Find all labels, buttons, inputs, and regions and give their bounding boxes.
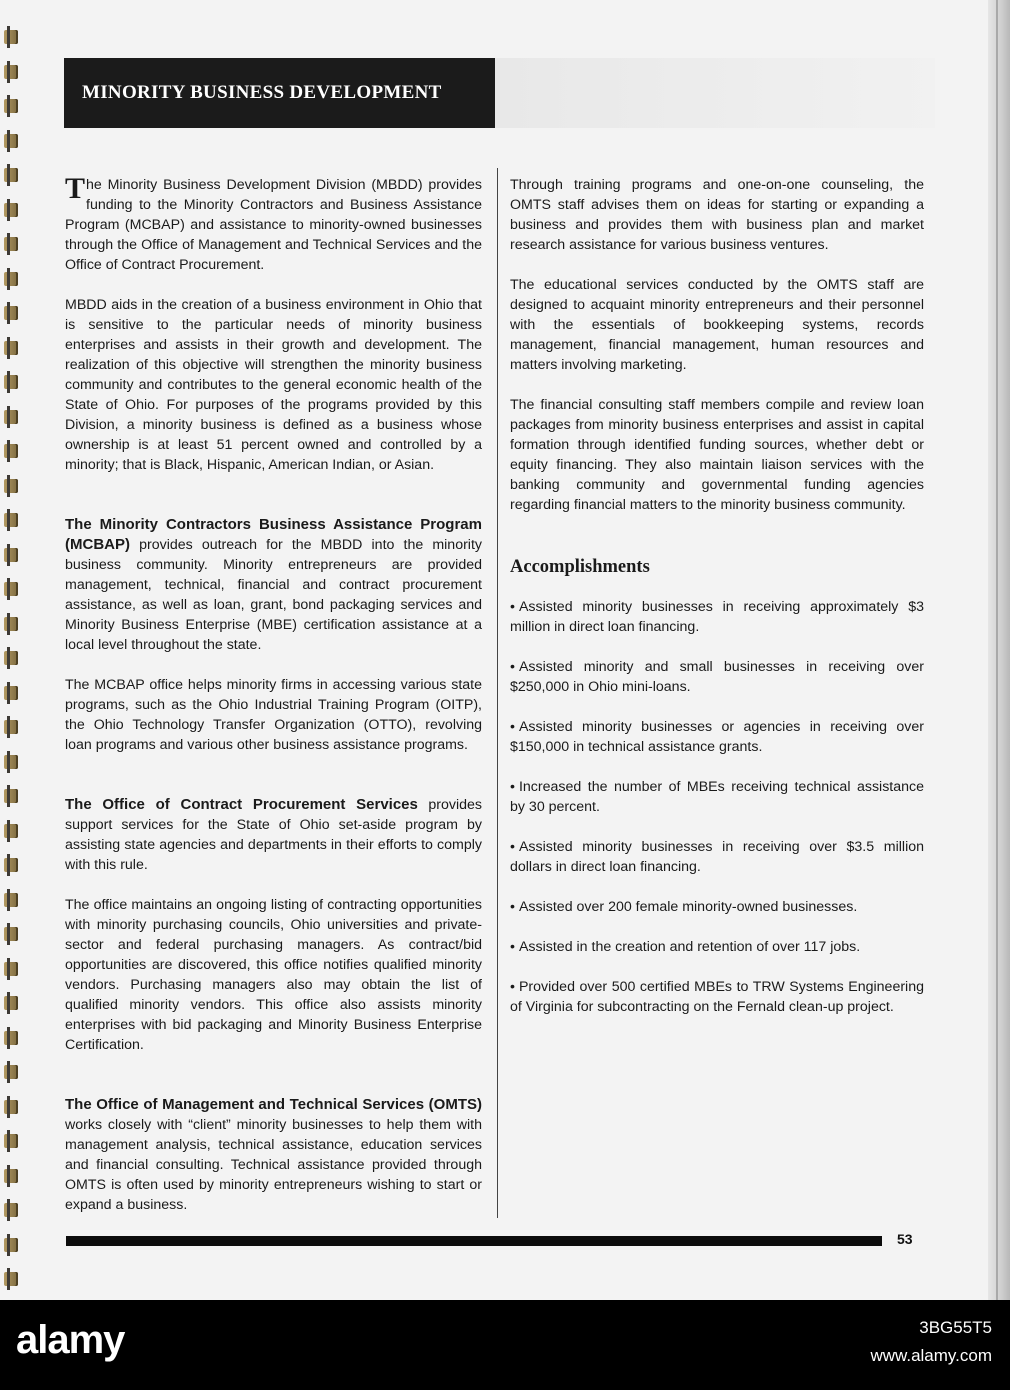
accomplishments-list bbox=[510, 597, 924, 1017]
list-item bbox=[510, 977, 924, 1017]
binding-ring bbox=[4, 1031, 18, 1045]
right-column bbox=[510, 175, 924, 1037]
binding-ring bbox=[4, 479, 18, 493]
section-header bbox=[64, 58, 495, 128]
intro-paragraph bbox=[65, 172, 482, 275]
watermark-logo: alamy bbox=[16, 1318, 125, 1362]
binding-ring bbox=[4, 651, 18, 665]
binding-ring bbox=[4, 893, 18, 907]
bullet-icon: • bbox=[510, 719, 515, 735]
binding-ring bbox=[4, 927, 18, 941]
bullet-icon: • bbox=[510, 599, 515, 615]
office-listing-paragraph: The office maintains an ongoing listing of contracting opportunities with minority purchasing councils, Ohio universities and private-sector and federal purchasing managers. As contract/bid opportunities are discovered, this office notifies qualified minority vendors. Purchasing managers also may obtain the list of qualified minority vendors. This office also assists minority enterprises with bid packaging and Minority Business Enterprise Certification. bbox=[65, 897, 482, 1053]
list-item-text: Assisted minority and small businesses in receiving over $250,000 in Ohio mini-loans. bbox=[510, 659, 924, 695]
watermark-image-id: 3BG55T5 bbox=[919, 1318, 992, 1337]
education-paragraph: The educational services conducted by the OMTS staff are designed to acquaint minority entrepreneurs and their personnel with the essentials of bookkeeping systems, records management, financial management, human resources and matters involving marketing. bbox=[510, 277, 924, 373]
mcbap-paragraph bbox=[65, 515, 482, 655]
list-item bbox=[510, 717, 924, 757]
list-item-text: Assisted minority businesses in receiving over $3.5 million dollars in direct loan financing. bbox=[510, 839, 924, 875]
binding-ring bbox=[4, 134, 18, 148]
ocps-text: provides support services for the State of Ohio set-aside program by assisting state agencies and departments in their efforts to comply with this rule. bbox=[65, 797, 482, 873]
list-item-text: Assisted over 200 female minority-owned businesses. bbox=[518, 899, 858, 915]
binding-ring bbox=[4, 582, 18, 596]
list-item bbox=[510, 777, 924, 817]
page-number: 53 bbox=[897, 1231, 913, 1247]
watermark-url: www.alamy.com bbox=[870, 1346, 992, 1365]
binding-ring bbox=[4, 1169, 18, 1183]
binding-ring bbox=[4, 168, 18, 182]
binding-ring bbox=[4, 341, 18, 355]
binding-ring bbox=[4, 99, 18, 113]
training-paragraph: Through training programs and one-on-one counseling, the OMTS staff advises them on ideas for starting or expanding a business and provides them with business plan and market research assistance for various business ventures. bbox=[510, 177, 924, 253]
list-item bbox=[510, 597, 924, 637]
accomplishments-heading: Accomplishments bbox=[510, 557, 650, 577]
omts-heading: The Office of Management and Technical Services (OMTS) bbox=[65, 1096, 482, 1113]
binding-ring bbox=[4, 1134, 18, 1148]
list-item-text: Increased the number of MBEs receiving technical assistance by 30 percent. bbox=[510, 779, 924, 815]
list-item bbox=[510, 657, 924, 697]
binding-ring bbox=[4, 410, 18, 424]
binding-ring bbox=[4, 1203, 18, 1217]
header-bar-faded bbox=[495, 58, 935, 128]
bullet-icon: • bbox=[510, 899, 515, 915]
binding-ring bbox=[4, 203, 18, 217]
drop-cap: T bbox=[65, 172, 86, 205]
watermark-strip bbox=[0, 1300, 1010, 1390]
omts-paragraph bbox=[65, 1095, 482, 1215]
bullet-icon: • bbox=[510, 979, 515, 995]
page-edge-line bbox=[996, 0, 998, 1300]
financial-paragraph: The financial consulting staff members compile and review loan packages from minority business enterprises and assist in capital formation through identified funding sources, whether debt or equity financing. They also maintain liaison services with the banking community and governmental funding agencies regarding financial matters to the minority business community. bbox=[510, 397, 924, 513]
binding-ring bbox=[4, 996, 18, 1010]
bullet-icon: • bbox=[510, 779, 515, 795]
list-item bbox=[510, 897, 924, 917]
binding-ring bbox=[4, 513, 18, 527]
binding-ring bbox=[4, 375, 18, 389]
intro-text: he Minority Business Development Division (MBDD) provides funding to the Minority Contractors and Business Assistance Program (MCBAP) and assistance to minority-owned businesses through the Office of Management and Technical Services and the Office of Contract Procurement. bbox=[65, 177, 482, 273]
omts-text: works closely with “client” minority businesses to help them with management analysis, technical assistance, education services and financial consulting. Technical assistance provided through OMTS is often used by minority entrepreneurs wishing to start or expand a business. bbox=[65, 1117, 482, 1213]
section-title: MINORITY BUSINESS DEVELOPMENT bbox=[82, 82, 442, 103]
binding-ring bbox=[4, 272, 18, 286]
binding-ring bbox=[4, 1272, 18, 1286]
left-column bbox=[65, 172, 482, 1215]
binding-ring bbox=[4, 65, 18, 79]
mcbap-text: provides outreach for the MBDD into the minority business community. Minority entrepreneurs are provided management, technical, financial and contract procurement assistance, as well as loan, grant, bond packaging services and Minority Business Enterprise (MBE) certification assistance at a local level throughout the state. bbox=[65, 537, 482, 653]
binding-ring bbox=[4, 1238, 18, 1252]
list-item-text: Assisted in the creation and retention of over 117 jobs. bbox=[518, 939, 861, 955]
binding-ring bbox=[4, 962, 18, 976]
list-item bbox=[510, 837, 924, 877]
bullet-icon: • bbox=[510, 839, 515, 855]
spiral-binding bbox=[0, 0, 24, 1300]
binding-ring bbox=[4, 824, 18, 838]
binding-ring bbox=[4, 858, 18, 872]
binding-ring bbox=[4, 306, 18, 320]
binding-ring bbox=[4, 1100, 18, 1114]
binding-ring bbox=[4, 1065, 18, 1079]
list-item-text: Assisted minority businesses in receiving approximately $3 million in direct loan financing. bbox=[510, 599, 924, 635]
binding-ring bbox=[4, 30, 18, 44]
binding-ring bbox=[4, 755, 18, 769]
binding-ring bbox=[4, 686, 18, 700]
binding-ring bbox=[4, 789, 18, 803]
mbdd-paragraph: MBDD aids in the creation of a business environment in Ohio that is sensitive to the particular needs of minority business enterprises and assists in their growth and development. The realization of this objective will strengthen the minority business community and contributes to the general economic health of the State of Ohio. For purposes of the programs provided by this Division, a minority business is defined as a business whose ownership is at least 51 percent owned and controlled by a minority; that is Black, Hispanic, American Indian, or Asian. bbox=[65, 297, 482, 473]
list-item-text: Assisted minority businesses or agencies in receiving over $150,000 in technical assistance grants. bbox=[510, 719, 924, 755]
binding-ring bbox=[4, 720, 18, 734]
binding-ring bbox=[4, 548, 18, 562]
mcbap-office-paragraph: The MCBAP office helps minority firms in accessing various state programs, such as the Ohio Industrial Training Program (OITP), the Ohio Technology Transfer Organization (OTTO), revolving loan programs and various other business assistance programs. bbox=[65, 677, 482, 753]
binding-ring bbox=[4, 237, 18, 251]
bullet-icon: • bbox=[510, 939, 515, 955]
ocps-paragraph bbox=[65, 795, 482, 875]
bullet-icon: • bbox=[510, 659, 515, 675]
footer-rule bbox=[66, 1236, 882, 1246]
list-item bbox=[510, 937, 924, 957]
binding-ring bbox=[4, 617, 18, 631]
ocps-heading: The Office of Contract Procurement Services bbox=[65, 796, 418, 813]
column-divider bbox=[497, 168, 498, 1218]
binding-ring bbox=[4, 444, 18, 458]
page-edge bbox=[988, 0, 1010, 1300]
mcbap-heading: The Minority Contractors Business Assistance Program (MCBAP) bbox=[65, 516, 482, 553]
list-item-text: Provided over 500 certified MBEs to TRW Systems Engineering of Virginia for subcontracting on the Fernald clean-up project. bbox=[510, 979, 924, 1015]
